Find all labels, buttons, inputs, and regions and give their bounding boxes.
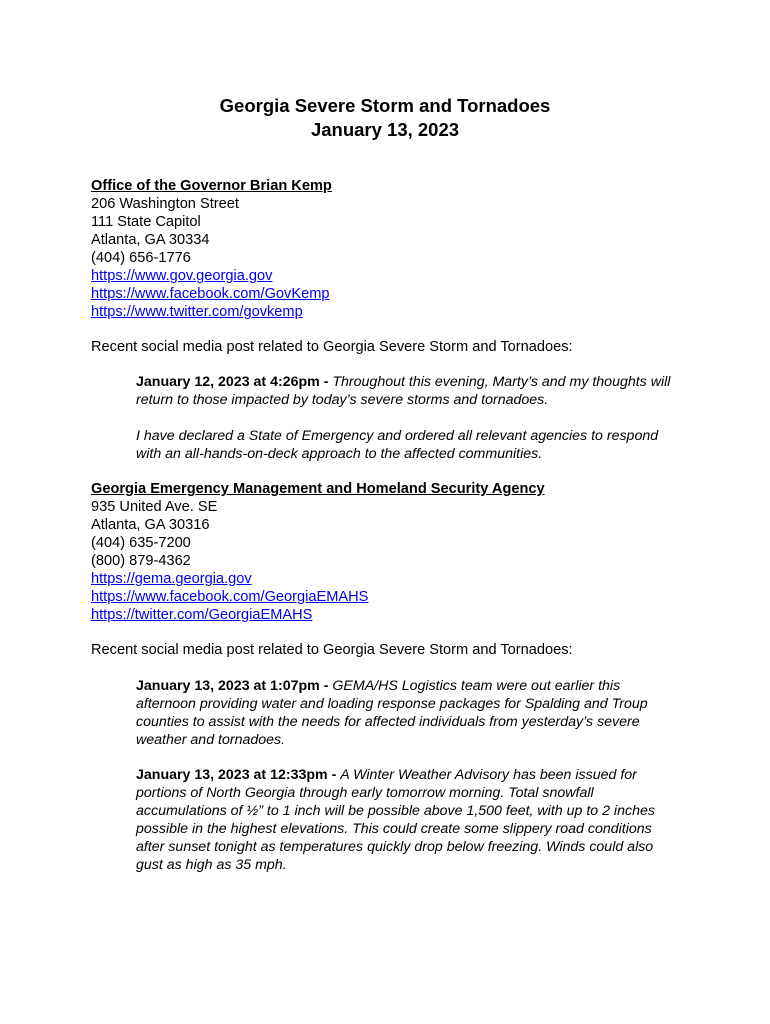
address-line: 206 Washington Street [91,196,239,212]
post-text: Throughout this evening, Marty’s and my thoughts will return to those impacted by today’s severe storms and tornadoes. [136,374,671,408]
governor-post [136,373,681,463]
post-date: January 13, 2023 at 1:07pm - [136,678,333,694]
post-date: January 12, 2023 at 4:26pm - [136,374,333,390]
phone-number: (404) 635-7200 [91,535,191,551]
post-text: A Winter Weather Advisory has been issued for portions of North Georgia through early tomorrow morning. Total snowfall accumulations of ½” to 1 inch will be possible above 1,500 feet, with up to 2 inches possible in the highest elevations. This could create some slippery road conditions after sunset tonight as temperatures quickly drop below freezing. Winds could also gust as high as 35 mph. [136,767,655,873]
address-line: Atlanta, GA 30316 [91,517,210,533]
address-line: 111 State Capitol [91,214,201,230]
governor-social-intro: Recent social media post related to Georgia Severe Storm and Tornadoes: [91,339,573,355]
website-link[interactable]: https://gema.georgia.gov [91,571,252,587]
gema-post [136,677,681,749]
twitter-link[interactable]: https://www.twitter.com/govkemp [91,304,303,320]
post-text: GEMA/HS Logistics team were out earlier this afternoon providing water and loading response packages for Spalding and Troup counties to assist with the needs for affected individuals from yesterday’s severe weather and tornadoes. [136,678,648,748]
address-line: 935 United Ave. SE [91,499,218,515]
document-date: January 13, 2023 [310,119,460,140]
twitter-link[interactable]: https://twitter.com/GeorgiaEMAHS [91,607,313,623]
facebook-link[interactable]: https://www.facebook.com/GovKemp [91,286,330,302]
gema-contact [91,480,691,624]
governor-contact [91,177,691,321]
facebook-link[interactable]: https://www.facebook.com/GeorgiaEMAHS [91,589,369,605]
phone-number: (404) 656-1776 [91,250,191,266]
governor-heading: Office of the Governor Brian Kemp [91,178,332,194]
gema-social-intro: Recent social media post related to Georgia Severe Storm and Tornadoes: [91,642,573,658]
phone-number: (800) 879-4362 [91,553,191,569]
post-text: I have declared a State of Emergency and ordered all relevant agencies to respond with an all-hands-on-deck approach to the affected communities. [136,428,659,462]
gema-heading: Georgia Emergency Management and Homeland Security Agency [91,481,545,497]
address-line: Atlanta, GA 30334 [91,232,210,248]
website-link[interactable]: https://www.gov.georgia.gov [91,268,273,284]
post-date: January 13, 2023 at 12:33pm - [136,767,341,783]
gema-post [136,766,681,874]
document-title: Georgia Severe Storm and Tornadoes [219,95,551,116]
